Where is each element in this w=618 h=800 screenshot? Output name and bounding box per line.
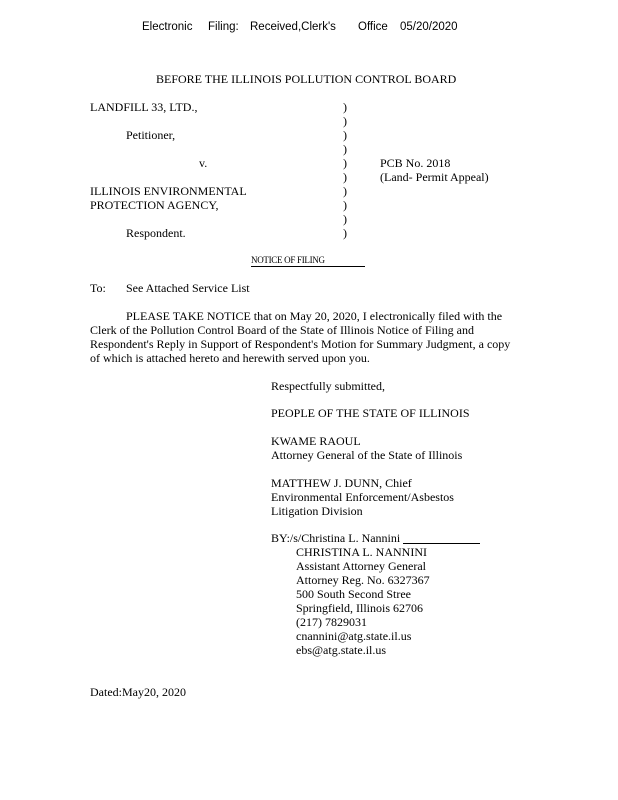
to-value: See Attached Service List	[126, 281, 250, 295]
caption-paren: )	[343, 198, 347, 212]
header-date: 05/20/2020	[400, 21, 458, 33]
chief-line-2: Environmental Enforcement/Asbestos	[271, 490, 454, 504]
notice-title: NOTICE OF FILING	[251, 255, 325, 265]
caption-paren: )	[343, 114, 347, 128]
email-2: ebs@atg.state.il.us	[296, 643, 387, 657]
dated: Dated:May20, 2020	[90, 685, 186, 699]
attorney-title: Assistant Attorney General	[296, 559, 426, 573]
party: PEOPLE OF THE STATE OF ILLINOIS	[271, 406, 470, 420]
email-1: cnannini@atg.state.il.us	[296, 629, 412, 643]
body-line-4: of which is attached hereto and herewith served upon you.	[90, 351, 370, 365]
chief-line-1: MATTHEW J. DUNN, Chief	[271, 476, 412, 490]
body-line-3: Respondent's Reply in Support of Respondent's Motion for Summary Judgment, a copy	[90, 337, 511, 351]
caption-paren: )	[343, 100, 347, 114]
case-type: (Land- Permit Appeal)	[380, 170, 489, 184]
attorney-name: CHRISTINA L. NANNINI	[296, 545, 427, 559]
ag-name: KWAME RAOUL	[271, 434, 361, 448]
address-line-1: 500 South Second Stree	[296, 587, 411, 601]
by-line: BY:/s/Christina L. Nannini	[271, 531, 401, 545]
address-line-2: Springfield, Illinois 62706	[296, 601, 423, 615]
caption-paren: )	[343, 212, 347, 226]
body-line-1: PLEASE TAKE NOTICE that on May 20, 2020, I electronically filed with the	[126, 309, 503, 323]
respondent-role: Respondent.	[126, 226, 186, 240]
header-filing: Filing:	[208, 21, 239, 33]
caption-paren: )	[343, 170, 347, 184]
caption-paren: )	[343, 184, 347, 198]
phone: (217) 7829031	[296, 615, 367, 629]
respondent-name-line2: PROTECTION AGENCY,	[90, 198, 219, 212]
case-number: PCB No. 2018	[380, 156, 451, 170]
respondent-name-line1: ILLINOIS ENVIRONMENTAL	[90, 184, 247, 198]
board-title: BEFORE THE ILLINOIS POLLUTION CONTROL BOARD	[156, 72, 457, 86]
header-office: Office	[358, 21, 388, 33]
notice-title-underline	[251, 266, 365, 267]
caption-paren: )	[343, 156, 347, 170]
petitioner-role: Petitioner,	[126, 128, 176, 142]
caption-paren: )	[343, 128, 347, 142]
caption-paren: )	[343, 142, 347, 156]
chief-line-3: Litigation Division	[271, 504, 363, 518]
signature-underline	[403, 543, 480, 544]
petitioner-name: LANDFILL 33, LTD.,	[90, 100, 198, 114]
header-received: Received,Clerk's	[250, 21, 336, 33]
attorney-reg: Attorney Reg. No. 6327367	[296, 573, 430, 587]
closing: Respectfully submitted,	[271, 379, 385, 393]
header-electronic: Electronic	[142, 21, 193, 33]
body-line-2: Clerk of the Pollution Control Board of the State of Illinois Notice of Filing and	[90, 323, 474, 337]
ag-title: Attorney General of the State of Illinois	[271, 448, 463, 462]
versus: v.	[199, 156, 208, 170]
caption-paren: )	[343, 226, 347, 240]
to-label: To:	[90, 281, 106, 295]
